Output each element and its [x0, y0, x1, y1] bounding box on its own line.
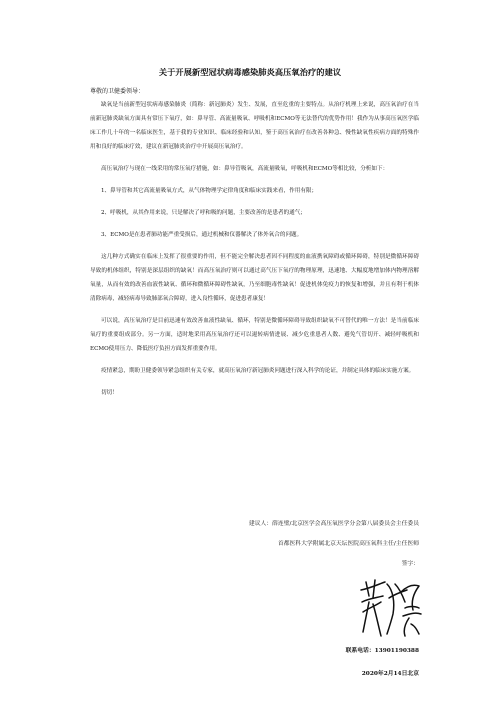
document-title: 关于开展新型冠状病毒感染肺炎高压氧治疗的建议 — [158, 67, 342, 77]
list-item-2: 2、呼吸机，从其作用来说，只是解决了呼和吸的问题，主要改善的是患者的通气； — [101, 210, 306, 216]
paragraph-2: 高压氧治疗与现在一线采用的常压氧疗措施，如：鼻导管吸氧，高流量吸氧，呼吸机和ECMO等相比较，分析如下： — [101, 166, 389, 172]
paragraph-3: 这几种方式确实在临床上发挥了很重要的作用，但不能完全解决患者因不同程度的血液携氧障碍或循环障碍，特别是微循环障碍导致的机体组织，特别是深层组织的缺氧！而高压氧治疗则可以通过高气压下氧疗的物理原理，迅速地、大幅度地增加体内物理溶解氧量，从而有效的改善血液性缺氧、循环和微循环障碍性缺氧，乃至细胞毒性缺氧！促进机体免疫力的恢复和增强，并且有利于机体清除病毒，减轻病毒导致肺部氧合障碍，进入良性循环，促进患者康复！ — [90, 254, 419, 302]
paragraph-5: 疫情紧急，期盼卫健委领导紧急组织有关专家，就高压氧治疗新冠肺炎问题进行深入科学的论证，并制定具体的临床实施方案。 — [101, 368, 415, 374]
closing: 切切！ — [101, 390, 118, 396]
paragraph-4: 可以说，高压氧治疗是目前迅速有效改善血液性缺氧、循环，特别是微循环障碍导致组织缺氧不可替代的唯一方法！是当前临床氧疗的重要组成部分。另一方面，适时地采用高压氧治疗还可以遏转病情进展、减少危重患者人数、避免气管切开、减轻呼吸机和ECMO使用压力、降低医疗负担方面发挥重要作用。 — [90, 318, 419, 352]
proposer-line: 建议人：薛连璧/北京医学会高压氧医学分会第八届委员会主任委员 — [248, 521, 419, 527]
paragraph-1: 缺氧是当前新型冠状病毒感染肺炎（简称：新冠肺炎）发生、发展，直至危重的主要特点。从治疗机理上来说，高压氧治疗在当前新冠肺炎缺氧方面具有常压下氧疗，如：鼻导管、高流量吸氧、呼吸机和ECMO等无法替代的优势作用！我作为从事高压氧医学临床工作几十年的一名临床医生，基于我的专业知识、临床经验和认知，鉴于高压氧治疗在改善各种急、慢性缺氧性疾病方面的特殊作用和良好的临床疗效，建议在新冠肺炎治疗中开展高压氧治疗。 — [90, 102, 419, 150]
signature-label: 签字： — [401, 561, 419, 567]
title-line: 首都医科大学附属北京天坛医院高压氧科主任/主任医师 — [277, 541, 419, 547]
signature-block — [190, 517, 419, 571]
salutation: 尊敬的卫健委领导： — [90, 88, 145, 95]
body-paragraphs — [90, 98, 419, 400]
handwritten-signature — [355, 572, 425, 642]
contact-phone: 联系电话：13901190388 — [345, 648, 419, 654]
contact-block — [190, 644, 419, 681]
list-item-3: 3、ECMO是在患者肺功能严重受损后，通过机械和仪器解决了体外氧合的问题。 — [101, 232, 303, 238]
date-line: 2020年2月14日北京 — [361, 671, 419, 677]
list-item-1: 1、鼻导管和其它高流量吸氧方式，从气体物理学定律角度和临床实践来看，作用有限； — [101, 188, 318, 194]
